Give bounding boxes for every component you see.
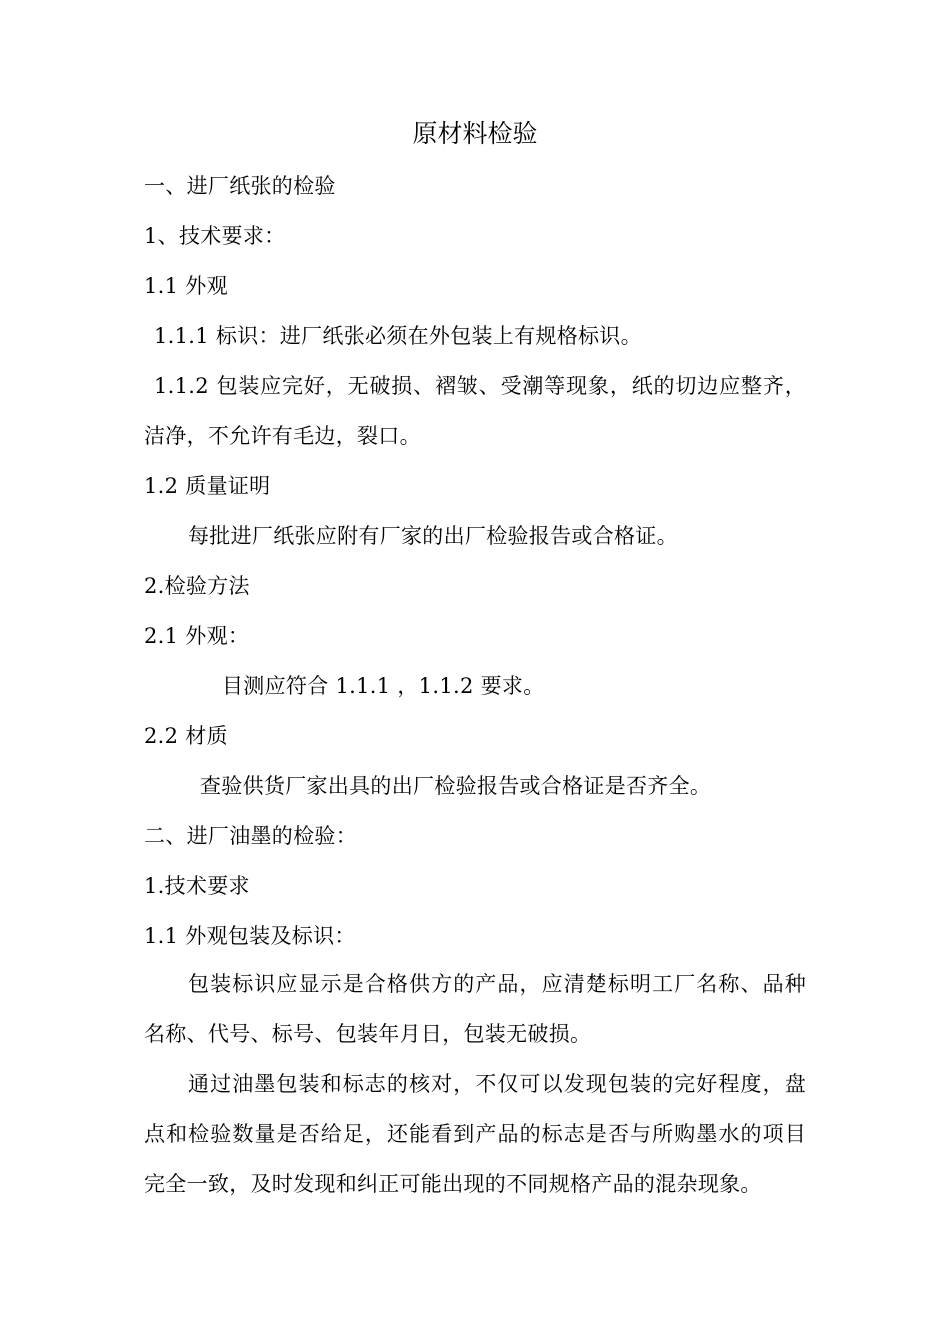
paragraph-verification-line-1: 通过油墨包装和标志的核对，不仅可以发现包装的完好程度，盘 (188, 1072, 806, 1096)
paragraph-packaging-line-2: 名称、代号、标号、包装年月日，包装无破损。 (144, 1022, 592, 1046)
document-title: 原材料检验 (412, 119, 538, 148)
heading-appearance-method: 2.1 外观： (144, 624, 250, 648)
heading-quality-certificate: 1.2 质量证明 (144, 474, 271, 498)
item-1-1-2: 1.1.2 包装应完好，无破损、褶皱、受潮等现象，纸的切边应整齐， (154, 374, 806, 398)
section-heading-paper: 一、进厂纸张的检验 (144, 174, 336, 198)
paragraph-packaging-line-1: 包装标识应显示是合格供方的产品，应清楚标明工厂名称、品种 (188, 972, 806, 996)
paragraph-material-check: 查验供货厂家出具的出厂检验报告或合格证是否齐全。 (200, 774, 712, 798)
paragraph-verification-line-2: 点和检验数量是否给足，还能看到产品的标志是否与所购墨水的项目 (144, 1122, 806, 1146)
heading-technical-requirements: 1、技术要求： (144, 224, 286, 248)
section-heading-ink: 二、进厂油墨的检验： (144, 824, 357, 848)
heading-packaging-labeling: 1.1 外观包装及标识： (144, 924, 356, 948)
heading-ink-technical-requirements: 1.技术要求 (144, 874, 250, 898)
item-1-1-2-continued: 洁净，不允许有毛边，裂口。 (144, 424, 421, 448)
paragraph-visual-inspection: 目测应符合 1.1.1 ，1.1.2 要求。 (222, 674, 545, 698)
item-1-1-1: 1.1.1 标识：进厂纸张必须在外包装上有规格标识。 (154, 324, 642, 348)
heading-material: 2.2 材质 (144, 724, 228, 748)
heading-inspection-method: 2.检验方法 (144, 574, 250, 598)
heading-appearance: 1.1 外观 (144, 274, 228, 298)
paragraph-quality-certificate: 每批进厂纸张应附有厂家的出厂检验报告或合格证。 (188, 524, 678, 548)
paragraph-verification-line-3: 完全一致，及时发现和纠正可能出现的不同规格产品的混杂现象。 (144, 1172, 762, 1196)
